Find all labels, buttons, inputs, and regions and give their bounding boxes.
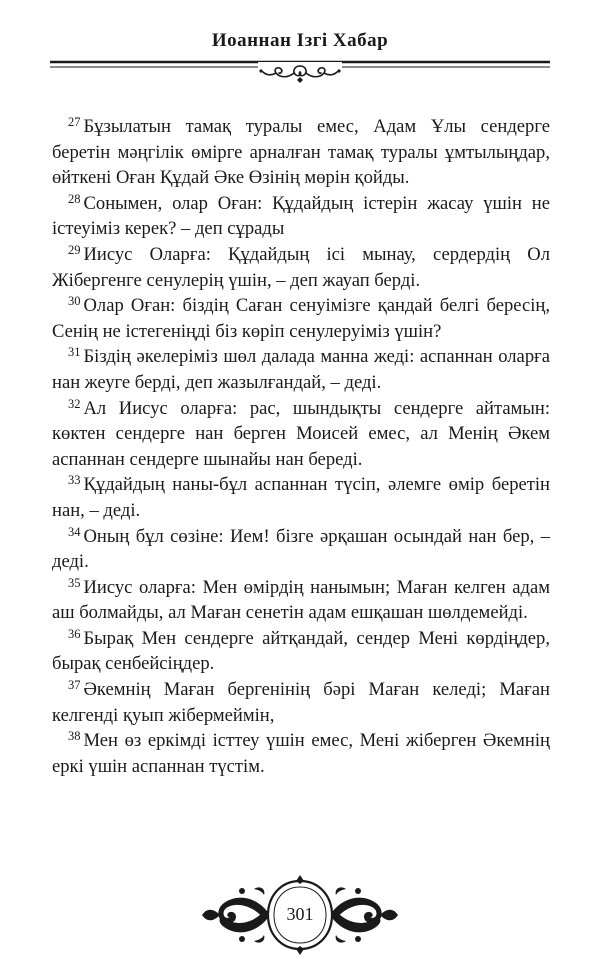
verse-32: [52, 396, 550, 473]
verse-number: 36: [68, 626, 81, 641]
verse-text: Сонымен, олар Оған: Құдайдың істерін жасау үшін не істеуіміз керек? – деп сұрады: [52, 192, 550, 240]
verse-text: Әкемнің Маған бергенінің бәрі Маған келеді; Маған келгенді қуып жібермеймін,: [52, 679, 550, 726]
verse-text: Иисус оларға: Мен өмірдің нанымын; Маған келген адам аш болмайды, ал Маған сенетін адам ешқашан шөлдемейді.: [52, 576, 550, 624]
verse-number: 29: [68, 242, 81, 257]
verse-text: Ал Иисус оларға: рас, шындықты сендерге айтамын: көктен сендерге нан берген Моисей емес, ал Менің Әкем аспаннан сендерге шынайы нан береді.: [52, 397, 550, 470]
verse-number: 32: [68, 396, 81, 411]
verse-text: Біздің әкелеріміз шөл далада манна жеді: аспаннан оларға нан жеуге берді, деп жазылғандай, – деді.: [52, 346, 550, 393]
verse-number: 33: [68, 473, 81, 488]
verse-number: 28: [68, 191, 81, 206]
header-ornament-icon: [258, 62, 342, 84]
verse-text: Бұзылатын тамақ туралы емес, Адам Ұлы сендерге беретін мәңгілік өмірге арналған тамақ туралы ұмтылыңдар, өйткені Оған Құдай Әке Өзінің мөрін қойды.: [52, 116, 550, 189]
verse-number: 38: [68, 729, 81, 744]
verse-30: [52, 293, 550, 344]
verse-number: 37: [68, 678, 81, 693]
verse-35: [52, 575, 550, 626]
verse-text: Құдайдың наны-бұл аспаннан түсіп, әлемге өмір беретін нан, – деді.: [52, 474, 550, 521]
verse-34: [52, 524, 550, 575]
verse-36: [52, 626, 550, 677]
page-number: 301: [286, 904, 314, 924]
verse-text-block: [52, 114, 550, 779]
verse-number: 27: [68, 115, 81, 129]
verse-text: Мен өз еркімді істтеу үшін емес, Мені жіберген Әкемнің еркі үшін аспаннан түстім.: [52, 730, 550, 777]
verse-number: 31: [68, 345, 81, 360]
verse-text: Бырақ Мен сендерге айтқандай, сендер Мені көрдіңдер, бырақ сенбейсіңдер.: [52, 627, 550, 675]
verse-text: Олар Оған: біздің Саған сенуімізге қандай белгі бересің, Сенің не істегеніңді біз көріп сенулеруіміз үшін?: [52, 295, 550, 342]
verse-27: [52, 114, 550, 191]
verse-text: Иисус Оларға: Құдайдың ісі мынау, сердердің Ол Жібергенге сенулерің үшін, – деп жауап берді.: [52, 243, 550, 291]
verse-28: [52, 191, 550, 242]
verse-number: 35: [68, 575, 81, 590]
verse-38: [52, 728, 550, 779]
verse-number: 30: [68, 294, 81, 309]
verse-number: 34: [68, 524, 81, 539]
verse-text: Оның бұл сөзіне: Ием! бізге әрқашан осындай нан бер, – деді.: [52, 525, 550, 573]
verse-31: [52, 344, 550, 395]
verse-33: [52, 472, 550, 523]
running-header-title: Иоаннан Ізгі Хабар: [211, 30, 389, 51]
verse-37: [52, 677, 550, 728]
verse-29: [52, 242, 550, 293]
